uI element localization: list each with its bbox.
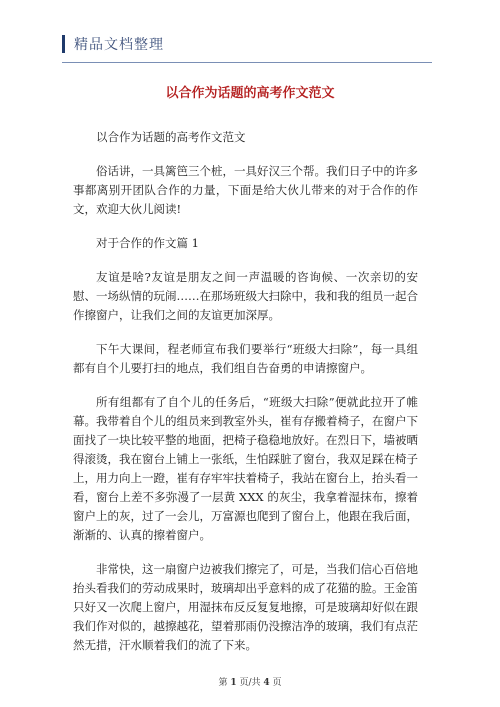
document-header <box>62 34 164 54</box>
footer-prefix: 第 <box>218 678 228 688</box>
paragraph: 友谊是啥?友谊是朋友之间一声温暖的咨询候、一次亲切的安慰、一场纵情的玩闹……在那场班级大扫除中，我和我的组员一起合作擦窗户，让我们之间的友谊更加深厚。 <box>73 270 418 322</box>
paragraph: 所有组都有了自个儿的任务后，“班级大扫除”便就此拉开了帷幕。我带着自个儿的组员来到教室外头，崔有存搬着椅子，在窗户下面找了一块比较平整的地面，把椅子稳稳地放好。在烈日下，墙被晒得滚烫，我在窗台上铺上一张纸，生怕踩脏了窗台，我双足踩在椅子上，用力向上一蹬，崔有存牢牢扶着椅子，我站在窗台上，抬头看一看，窗台上差不多弥漫了一层黄 XXX 的灰尘，我拿着湿抹布，擦着窗户上的灰，过了一会儿，万富源也爬到了窗台上，他跟在我后面，渐渐的、认真的擦着窗户。 <box>73 395 418 542</box>
footer-suffix: 页 <box>272 678 282 688</box>
document-title: 以合作为话题的高考作文范文 <box>165 86 335 101</box>
header-divider <box>62 62 432 63</box>
footer-total-pages: 4 <box>263 678 270 688</box>
section-heading: 对于合作的作文篇 1 <box>96 236 199 250</box>
document-body <box>73 128 418 670</box>
header-accent-bar <box>62 35 65 53</box>
paragraph-subtitle: 以合作为话题的高考作文范文 <box>96 130 246 144</box>
page-footer <box>0 675 500 688</box>
paragraph: 下午大课间，程老师宣布我们要举行“班级大扫除”，每一具组都有自个儿要打扫的地点，我们组自告奋勇的申请擦窗户。 <box>73 342 418 375</box>
paragraph-intro: 俗话讲，一具篱笆三个桩，一具好汉三个帮。我们日子中的许多事都离别开团队合作的力量，下面是给大伙儿带来的对于合作的作文，欢迎大伙儿阅读! <box>73 164 418 216</box>
header-label: 精品文档整理 <box>74 37 164 53</box>
footer-page-number: 1 <box>230 678 237 688</box>
footer-middle: 页/共 <box>239 678 261 688</box>
paragraph: 非常快，这一扇窗户边被我们擦完了，可是，当我们信心百倍地抬头看我们的劳动成果时，玻璃却出乎意料的成了花猫的脸。王金笛只好又一次爬上窗户，用湿抹布反反复复地擦，可是玻璃却好似在跟我们作对似的，越擦越花，望着那雨仍没擦洁净的玻璃，我们有点茫然无措，汗水顺着我们的流了下来。 <box>73 562 418 652</box>
